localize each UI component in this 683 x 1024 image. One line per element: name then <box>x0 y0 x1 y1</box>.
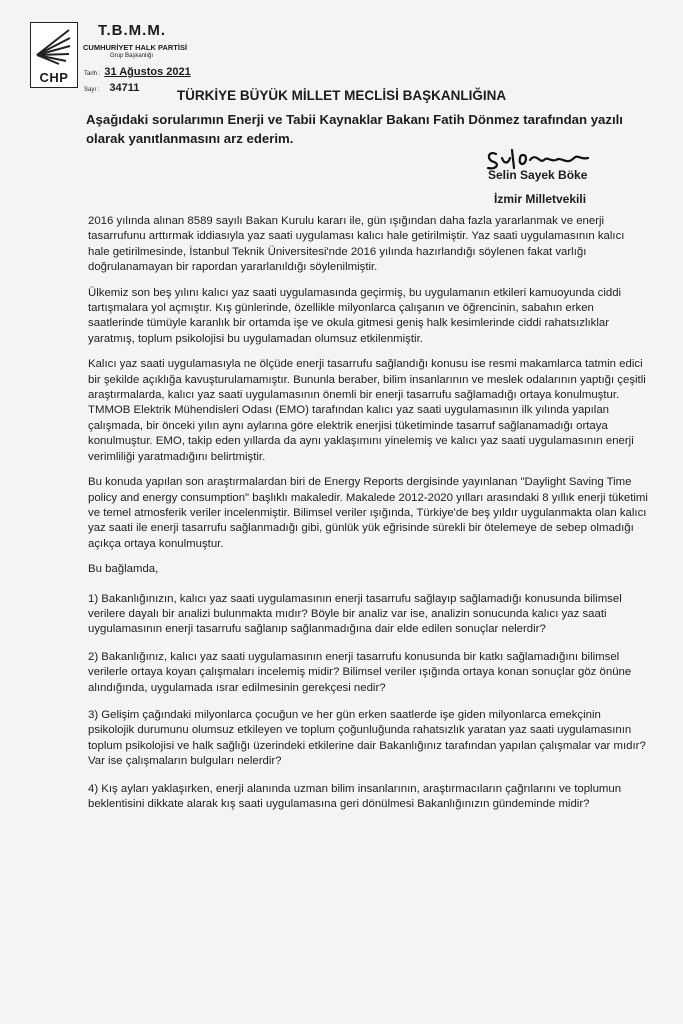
request-text: Aşağıdaki sorularımın Enerji ve Tabii Kaynaklar Bakanı Fatih Dönmez tarafından yazılı olarak yanıtlanmasını arz ederim. <box>86 112 623 146</box>
number-label: Sayı : <box>84 87 100 93</box>
chp-logo <box>30 22 78 88</box>
signer-title: İzmir Milletvekili <box>494 192 587 206</box>
signer-name: Selin Sayek Böke <box>488 168 588 182</box>
paragraph: Bu konuda yapılan son araştırmalardan biri de Energy Reports dergisinde yayınlanan "Daylight Saving Time policy and energy consumption" başlıklı makaledir. Makalede 2012-2020 yılları arasındaki 8 yıllık enerji tüketimi ve temel atmosferik veriler incelenmiştir. Bilimsel veriler ışığında, Türkiye'de beş yıldır uygulanmakta olan kalıcı yaz saati ile enerji tasarrufu sağlanmadığı gibi, günlük yük eğrisinde sürekli bir ötelemeye de sebep olmadığı açıkça ortaya konulmuştur. <box>88 476 648 550</box>
party-name: CUMHURİYET HALK PARTİSİ <box>83 43 188 52</box>
paragraph: 2016 yılında alınan 8589 sayılı Bakan Kurulu kararı ile, gün ışığından daha fazla yararlanmak ve enerji tasarrufunu arttırmak iddiasıyla yaz saati uygulaması kalıcı hale getirilmiştir. Yaz saati uygulamasının kalıcı hale getirilmesinde, İstanbul Teknik Üniversitesi'nde 2016 yılında hazırlandığı söylenen fakat varlığı doğrulanamayan bir rapordan yararlanıldığı söylenilmiştir. <box>88 215 625 274</box>
number-value: 34711 <box>109 82 140 94</box>
corner-mark <box>655 30 663 40</box>
paragraph: Ülkemiz son beş yılını kalıcı yaz saati uygulamasında geçirmiş, bu uygulamanın etkileri kamuoyunda ciddi tartışmalara yol açmıştır. Kış günlerinde, özellikle milyonlarca çalışanın ve öğrencinin, sabahın erken saatlerinde tümüyle karanlık bir ortamda işe ve okula gitmesi geniş halk kesimlerinde ciddi rahatsızlıklar yaratmış, toplum psikolojisi bu uygulamadan olumsuz etkilenmiştir. <box>88 286 622 345</box>
question-item: 2) Bakanlığınız, kalıcı yaz saati uygulamasının enerji tasarrufu konusunda bir katkı sağlamadığını bilimsel verilerle ortaya koyan çalışmaları incelemiş midir? Bilimsel veriler ışığında ortaya konan sonuçlar göz önüne alındığında, uygulamada ısrar edilmesinin gerekçesi nedir? <box>88 650 632 694</box>
question-item: 3) Gelişim çağındaki milyonlarca çocuğun ve her gün erken saatlerde işe giden milyonlarca emekçinin psikolojik durumunu olumsuz etkileyen ve toplum çoğunluğunda rahatsızlık yaratan yaz saati uygulamasının toplum psikolojisi ve halk sağlığı üzerindeki etkilerine dair Bakanlığınız tarafından yapılan çalışmalar var mıdır? Var ise çalışmaların bulguları nelerdir? <box>88 708 646 768</box>
paragraph: Kalıcı yaz saati uygulamasıyla ne ölçüde enerji tasarrufu sağlandığı konusu ise resmi makamlarca tatmin edici bir şekilde açıklığa kavuşturulamamıştır. Bununla beraber, bilim insanlarının ve meslek odalarının yaptığı çeşitli araştırmalarda, kalıcı yaz saati uygulamasının önemli bir enerji tasarrufu sağlamadığı ortaya konulmuştur. TMMOB Elektrik Mühendisleri Odası (EMO) tarafından kalıcı yaz saati uygulamasının ilk yılında yapılan çalışmada, bir önceki yılın aynı aylarına göre elektrik enerjisi tüketiminde tasarruf sağlanamadığı ortaya konulmuştur. EMO, takip eden yıllarda da aynı yaklaşımını yinelemiş ve kalıcı yaz saati uygulamasının enerji verimliliği yaratmadığını belirtmiştir. <box>88 358 646 463</box>
date-row <box>84 66 191 78</box>
questions-intro: Bu bağlamda, <box>88 563 159 576</box>
group-name: Grup Başkanlığı <box>110 53 154 59</box>
date-label: Tarih : <box>84 71 101 77</box>
question-item: 1) Bakanlığınızın, kalıcı yaz saati uygulamasının enerji tasarrufu sağlayıp sağlamadığı konusunda bilimsel verilere dayalı bir analizi bulunmakta mıdır? Böyle bir analiz var ise, analizin sonucunda kalıcı yaz saati uygulamasının enerji tasarrufu sağlanıp sağlanmadığına dair elde edilen sonuçlar nelerdir? <box>88 592 622 636</box>
body-text <box>88 214 648 824</box>
question-item: 4) Kış ayları yaklaşırken, enerji alanında uzman bilim insanlarının, araştırmacıların çağrılarını ve toplumun beklentisini dikkate alarak kış saati uygulamasına geri dönülmesi Bakanlığınızın gündeminde midir? <box>88 782 622 810</box>
date-value: 31 Ağustos 2021 <box>104 66 191 78</box>
top-edge-artifact <box>30 0 670 8</box>
document-title: TÜRKİYE BÜYÜK MİLLET MECLİSİ BAŞKANLIĞINA <box>176 88 507 103</box>
party-arrows-icon <box>33 25 73 65</box>
logo-text: CHP <box>39 70 69 85</box>
institution-name: T.B.M.M. <box>98 22 166 39</box>
